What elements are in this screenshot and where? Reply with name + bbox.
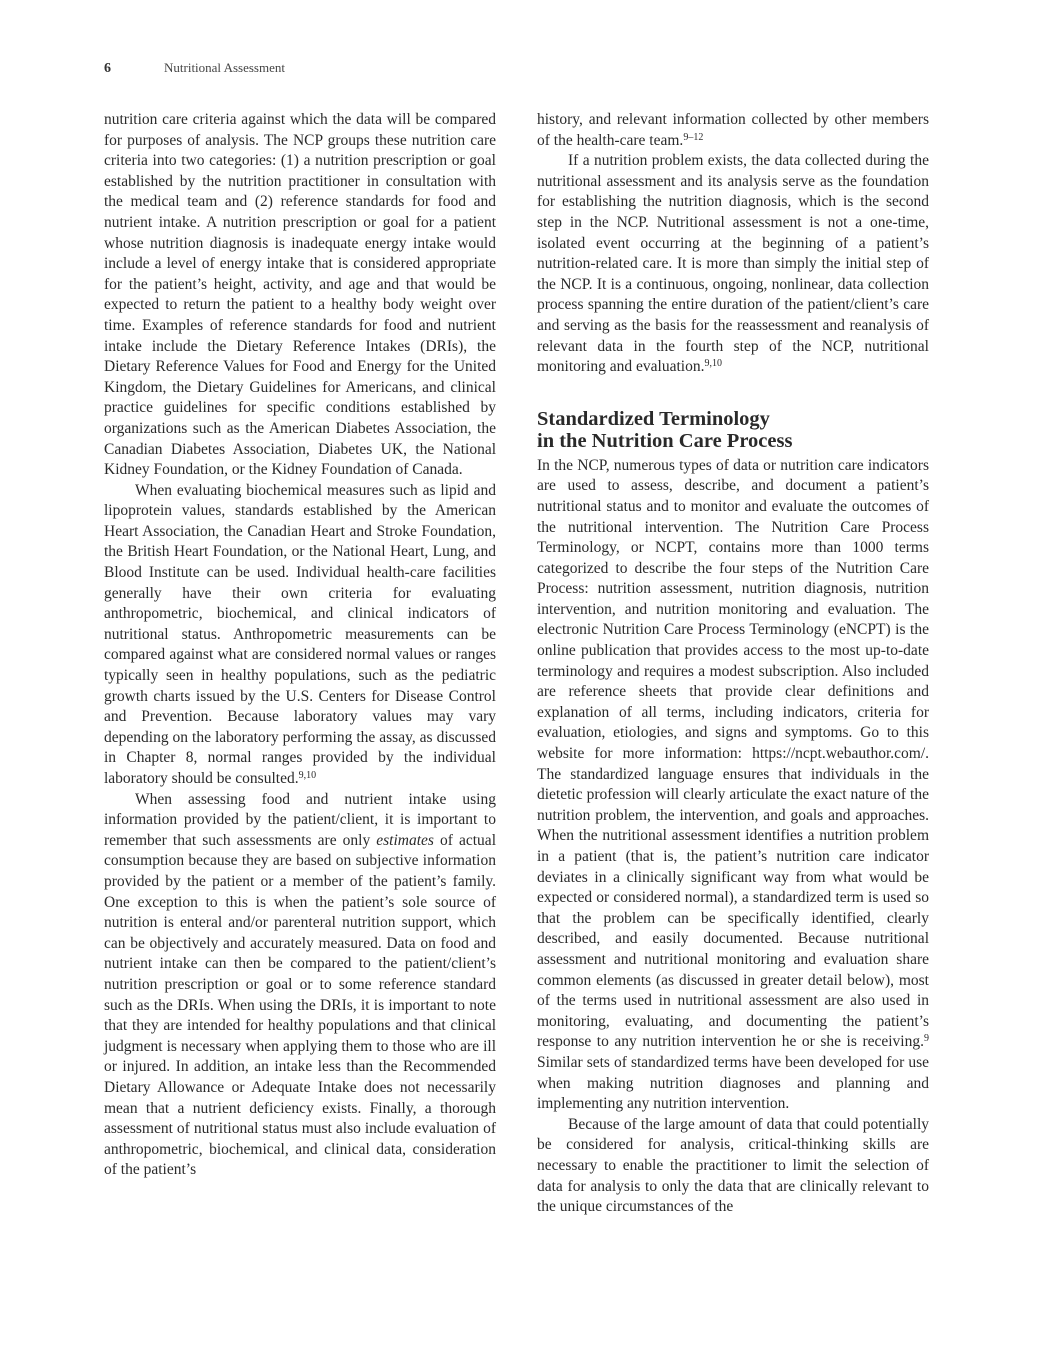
reference-superscript: 9,10	[704, 358, 722, 370]
paragraph	[104, 790, 496, 1181]
paragraph-text: of actual consumption because they are based on subjective information provided by the patient or a member of the patient’s family. One exception to this is when the patient’s sole source of nutrition is enteral and/or parenteral nutrition support, which can be objectively and accurately measured. Data on food and nutrient intake can then be compared to the patient/client’s nutrition prescription or goal or to some reference standard such as the DRIs. When using the DRIs, it is important to note that they are intended for healthy populations and that clinical judgment is necessary when applying them to those who are ill or injured. In addition, an intake less than the Recommended Dietary Allowance or Adequate Intake does not necessarily mean that a nutrient deficiency exists. Finally, a thorough assessment of nutritional status must also include evaluation of anthropometric, biochemical, and clinical data, consideration of the patient’s	[104, 831, 496, 1179]
paragraph-text: When assessing food and nutrient intake using information provided by the patient/client, it is important to remember that such assessments are only	[104, 790, 496, 849]
running-header	[104, 60, 285, 80]
paragraph	[104, 110, 496, 481]
emphasized-text: estimates	[376, 831, 434, 849]
paragraph	[537, 151, 929, 378]
reference-superscript: 9,10	[298, 770, 317, 781]
left-column	[104, 110, 496, 1181]
heading-line: in the Nutrition Care Process	[537, 430, 793, 453]
page-number: 6	[104, 61, 111, 76]
paragraph-text: Because of the large amount of data that could potentially be considered for analysis, critical-thinking skills are necessary to enable the practitioner to limit the selection of data for analysis to only the data that are clinically relevant to the unique circumstances of the	[537, 1115, 929, 1216]
paragraph	[537, 110, 929, 151]
paragraph	[537, 456, 929, 1115]
heading-line: Standardized Terminology	[537, 407, 770, 430]
paragraph-text: When evaluating biochemical measures such as lipid and lipoprotein values, standards established by the American Heart Association, the Canadian Heart and Stroke Foundation, the British Heart Foundation, or the National Heart, Lung, and Blood Institute can be used. Individual health-care facilities generally have their own criteria for evaluating anthropometric, biochemical, and clinical indicators of nutritional status. Anthropometric measurements can be compared against what are considered normal values or ranges typically seen in healthy populations, such as the pediatric growth charts issued by the U.S. Centers for Disease Control and Prevention. Because laboratory values may vary depending on the laboratory performing the assay, as discussed in Chapter 8, normal ranges provided by the individual laboratory should be consulted.	[104, 481, 496, 787]
paragraph-text: If a nutrition problem exists, the data collected during the nutritional assessment and its analysis serve as the foundation for establishing the nutrition diagnosis, which is the second step in the NCP. Nutritional assessment is not a one-time, isolated event occurring at the beginning of a patient’s nutrition-related care. It is more than simply the initial step of the NCP. It is a continuous, ongoing, nonlinear, data collection process spanning the entire duration of the patient/client’s care and serving as the basis for the reassessment and reanalysis of relevant data in the fourth step of the NCP, nutritional monitoring and evaluation.	[537, 152, 929, 376]
reference-superscript: 9	[924, 1033, 929, 1045]
section-heading	[537, 408, 929, 453]
right-column	[537, 110, 929, 1218]
paragraph	[104, 481, 496, 790]
paragraph-text: nutrition care criteria against which the data will be compared for purposes of analysis. The NCP groups these nutrition care criteria into two categories: (1) a nutrition prescription or goal established by the nutrition practitioner in consultation with the medical team and (2) reference standards for food and nutrient intake. A nutrition prescription or goal for a patient whose nutrition diagnosis is inadequate energy intake would include a level of energy intake that is considered appropriate for the patient’s height, activity, and age and that would be expected to return the patient to a healthy body weight over time. Examples of reference standards for food and nutrient intake include the Dietary Reference Intakes (DRIs), the Dietary Reference Values for Food and Energy for the United Kingdom, the Dietary Guidelines for Americans, and clinical practice guidelines for specific conditions established by organizations such as the American Diabetes Association, the Canadian Diabetes Association, Diabetes UK, the National Kidney Foundation, or the Kidney Foundation of Canada.	[104, 111, 496, 479]
paragraph-text: Similar sets of standardized terms have been developed for use when making nutrition diagnoses and planning and implementing any nutrition intervention.	[537, 1053, 929, 1113]
running-title: Nutritional Assessment	[164, 60, 285, 75]
paragraph-text: In the NCP, numerous types of data or nutrition care indicators are used to assess, describe, and document a patient’s nutritional status and to monitor and evaluate the outcomes of the nutritional intervention. The Nutrition Care Process Terminology, or NCPT, contains more than 1000 terms categorized to describe the four steps of the Nutrition Care Process: nutrition assessment, nutrition diagnosis, nutrition intervention, and nutrition monitoring and evaluation. The electronic Nutrition Care Process Terminology (eNCPT) is the online publication that provides access to the most up-to-date terminology and requires a modest subscription. Also included are reference sheets that provide clear definitions and explanation of all terms, including indicators, criteria for evaluation, etiologies, and signs and symptoms. Go to this website for more information: https://ncpt.webauthor.com/. The standardized language ensures that individuals in the dietetic profession will clearly articulate the exact nature of the nutrition problem, the intervention, and goals and approaches. When the nutritional assessment identifies a nutrition problem in a patient (that is, the patient’s nutrition care indicator deviates in a clinically significant way from what would be expected or considered normal), a standardized term is used so that the problem can be specifically identified, clearly described, and easily documented. Because nutritional assessment and nutritional monitoring and evaluation share common elements (as discussed in greater detail below), most of the terms used in nutritional assessment are also used in monitoring, evaluating, and documenting the patient’s response to any nutrition intervention he or she is receiving.	[537, 456, 929, 1051]
reference-superscript: 9–12	[683, 131, 704, 143]
paragraph-text: history, and relevant information collected by other members of the health-care team.	[537, 111, 929, 149]
paragraph	[537, 1115, 929, 1218]
